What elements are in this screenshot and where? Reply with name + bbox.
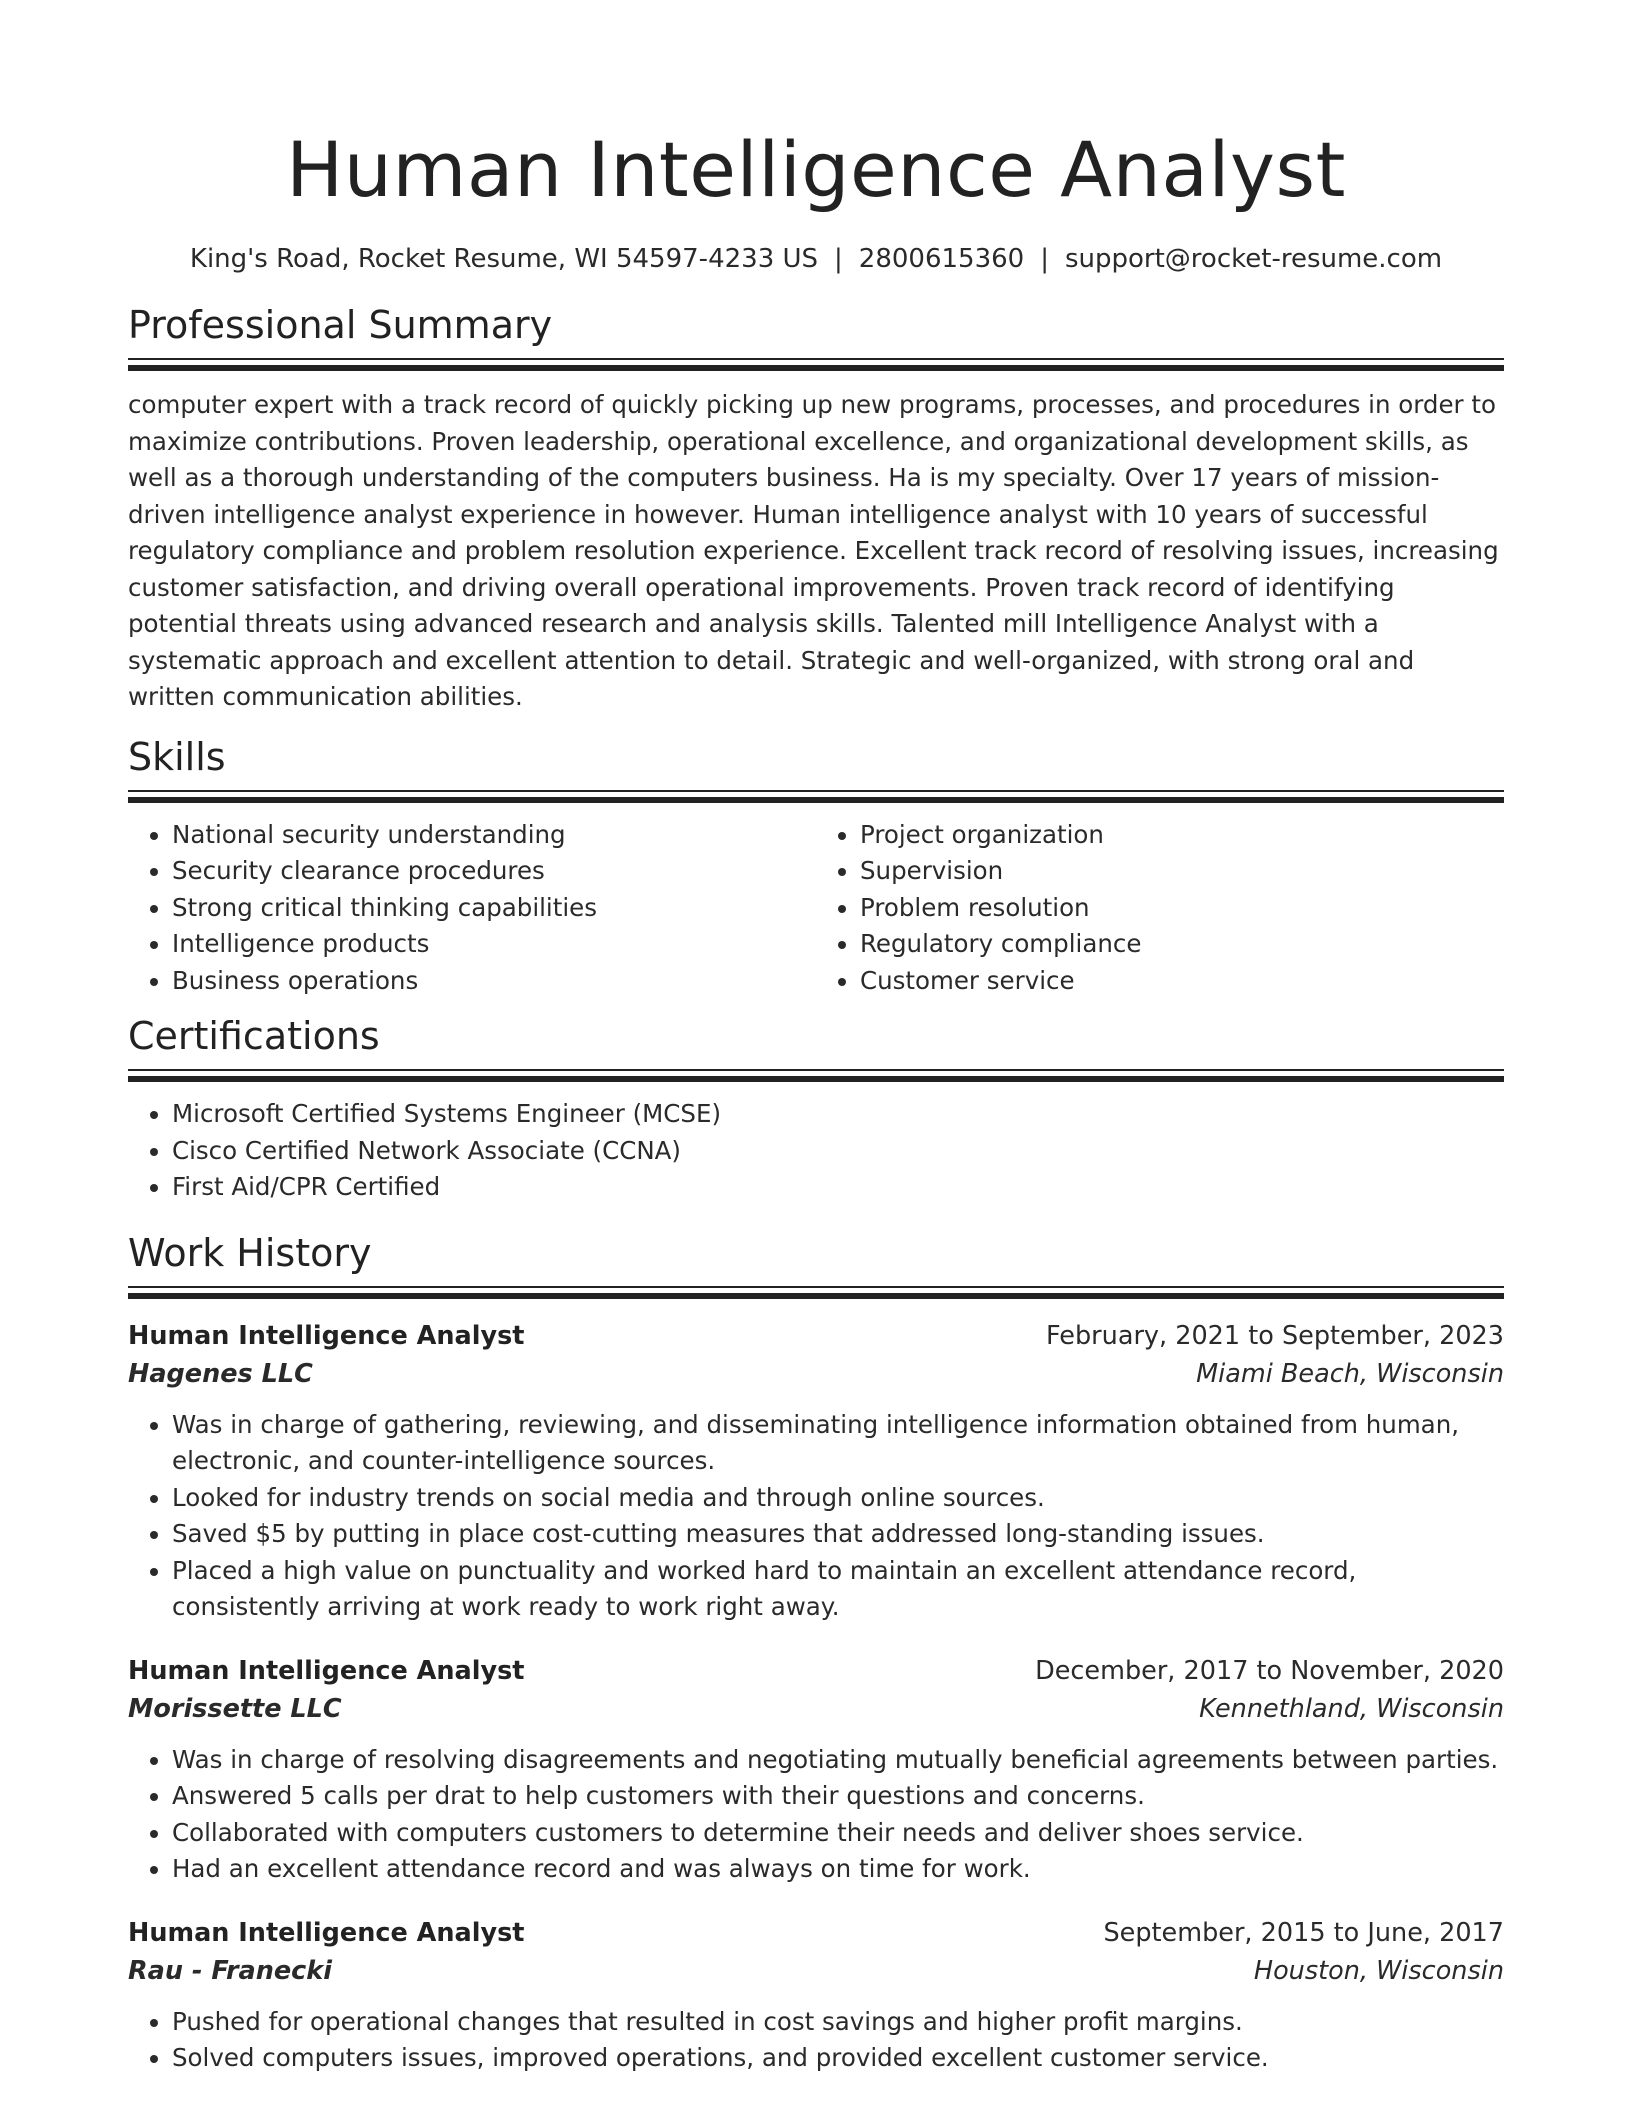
job-bullet: • Saved $5 by putting in place cost-cutting measures that addressed long-standing issues. bbox=[172, 1516, 1504, 1553]
section-heading-summary: Professional Summary bbox=[128, 303, 553, 347]
skill-item: • Intelligence products bbox=[172, 926, 816, 963]
skill-item: • Strong critical thinking capabilities bbox=[172, 890, 816, 927]
job-bullet: • Was in charge of resolving disagreements and negotiating mutually beneficial agreements between parties. bbox=[172, 1742, 1504, 1779]
job-bullets bbox=[128, 1742, 1504, 1888]
job-bullet: • Placed a high value on punctuality and worked hard to maintain an excellent attendance record, consistently arriving at work ready to work right away. bbox=[172, 1553, 1504, 1626]
skill-item: • Customer service bbox=[860, 963, 1504, 1000]
section-divider-thick bbox=[128, 1293, 1504, 1299]
section-divider-thick bbox=[128, 797, 1504, 803]
contact-address: King's Road, Rocket Resume, WI 54597-4233 US bbox=[189, 244, 819, 274]
job-header-row bbox=[128, 1652, 1504, 1690]
skill-item: • Business operations bbox=[172, 963, 816, 1000]
job-bullets bbox=[128, 2004, 1504, 2077]
job-header-row bbox=[128, 1914, 1504, 1952]
contact-phone: 2800615360 bbox=[858, 244, 1025, 274]
job-dates: February, 2021 to September, 2023 bbox=[1046, 1320, 1504, 1351]
skill-item: • Security clearance procedures bbox=[172, 853, 816, 890]
skill-item: • National security understanding bbox=[172, 817, 816, 854]
resume-page bbox=[128, 0, 1504, 2077]
skills-section bbox=[128, 734, 1504, 1000]
job-location: Miami Beach, Wisconsin bbox=[1196, 1358, 1504, 1389]
skills-list-right bbox=[816, 817, 1504, 1000]
job-company: Rau - Franecki bbox=[128, 1955, 332, 1986]
section-divider-thick bbox=[128, 1076, 1504, 1082]
certifications-list bbox=[128, 1096, 1504, 1206]
job-entry bbox=[128, 1914, 1504, 2077]
section-divider bbox=[128, 790, 1504, 792]
certifications-section bbox=[128, 1013, 1504, 1206]
resume-title: Human Intelligence Analyst bbox=[286, 125, 1346, 214]
contact-email: support@rocket-resume.com bbox=[1064, 244, 1443, 274]
job-bullet: • Solved computers issues, improved operations, and provided excellent customer service. bbox=[172, 2040, 1504, 2077]
summary-text: computer expert with a track record of quickly picking up new programs, processes, and procedures in order to maximize contributions. Proven leadership, operational excellence, and organizational development skills, as well as a thorough understanding of the computers business. Ha is my specialty. Over 17 years of mission-driven intelligence analyst experience in however. Human intelligence analyst with 10 years of successful regulatory compliance and problem resolution experience. Excellent track record of resolving issues, increasing customer satisfaction, and driving overall operational improvements. Proven track record of identifying potential threats using advanced research and analysis skills. Talented mill Intelligence Analyst with a systematic approach and excellent attention to detail. Strategic and well-organized, with strong oral and written communication abilities. bbox=[128, 390, 1499, 711]
job-bullet: • Looked for industry trends on social media and through online sources. bbox=[172, 1480, 1504, 1517]
job-entry bbox=[128, 1652, 1504, 1888]
job-title: Human Intelligence Analyst bbox=[128, 1320, 525, 1351]
section-divider bbox=[128, 1069, 1504, 1071]
summary-section bbox=[128, 302, 1504, 716]
section-heading-skills: Skills bbox=[128, 734, 226, 779]
job-company-row bbox=[128, 1355, 1504, 1393]
job-bullet: • Pushed for operational changes that resulted in cost savings and higher profit margins. bbox=[172, 2004, 1504, 2041]
job-company-row bbox=[128, 1952, 1504, 1990]
job-dates: December, 2017 to November, 2020 bbox=[1035, 1655, 1504, 1686]
skills-grid bbox=[128, 817, 1504, 1000]
skill-item: • Problem resolution bbox=[860, 890, 1504, 927]
contact-separator: | bbox=[834, 244, 843, 274]
contact-line bbox=[128, 242, 1504, 276]
job-title: Human Intelligence Analyst bbox=[128, 1655, 525, 1686]
job-company-row bbox=[128, 1690, 1504, 1728]
skills-list-left bbox=[128, 817, 816, 1000]
skill-item: • Supervision bbox=[860, 853, 1504, 890]
job-bullet: • Was in charge of gathering, reviewing, and disseminating intelligence information obtained from human, electronic, and counter-intelligence sources. bbox=[172, 1407, 1504, 1480]
job-company: Morissette LLC bbox=[128, 1693, 342, 1724]
section-divider bbox=[128, 1286, 1504, 1288]
job-title: Human Intelligence Analyst bbox=[128, 1917, 525, 1948]
work-history-section bbox=[128, 1230, 1504, 2077]
skill-item: • Regulatory compliance bbox=[860, 926, 1504, 963]
skill-item: • Project organization bbox=[860, 817, 1504, 854]
job-header-row bbox=[128, 1317, 1504, 1355]
certification-item: • Microsoft Certified Systems Engineer (MCSE) bbox=[172, 1096, 1504, 1133]
section-divider bbox=[128, 358, 1504, 360]
contact-separator: | bbox=[1040, 244, 1049, 274]
section-divider-thick bbox=[128, 365, 1504, 371]
job-bullets bbox=[128, 1407, 1504, 1626]
job-company: Hagenes LLC bbox=[128, 1358, 313, 1389]
job-location: Houston, Wisconsin bbox=[1253, 1955, 1504, 1986]
job-bullet: • Had an excellent attendance record and was always on time for work. bbox=[172, 1851, 1504, 1888]
certification-item: • Cisco Certified Network Associate (CCNA) bbox=[172, 1133, 1504, 1170]
section-heading-certifications: Certifications bbox=[128, 1014, 380, 1058]
certification-item: • First Aid/CPR Certified bbox=[172, 1169, 1504, 1206]
job-dates: September, 2015 to June, 2017 bbox=[1103, 1917, 1504, 1948]
job-entry bbox=[128, 1317, 1504, 1626]
job-bullet: • Answered 5 calls per drat to help customers with their questions and concerns. bbox=[172, 1778, 1504, 1815]
job-location: Kennethland, Wisconsin bbox=[1199, 1693, 1504, 1724]
job-bullet: • Collaborated with computers customers to determine their needs and deliver shoes service. bbox=[172, 1815, 1504, 1852]
section-heading-work-history: Work History bbox=[128, 1230, 372, 1275]
